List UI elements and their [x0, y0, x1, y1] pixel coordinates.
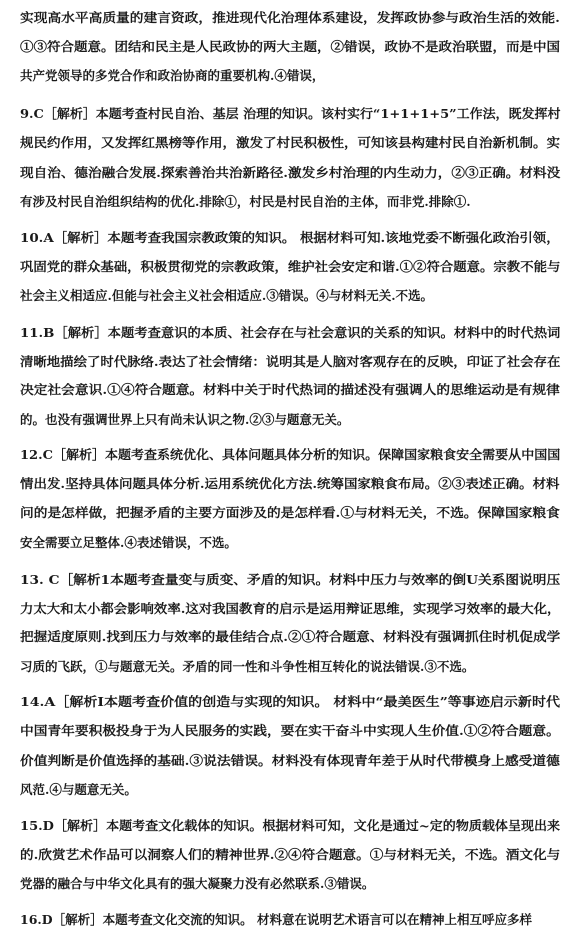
text-line: 共产党领导的多党合作和政治协商的重要机构.④错误，: [20, 68, 325, 83]
text-line: 风范.④与题意无关。: [20, 782, 137, 797]
text-line: 有涉及村民自治组织结构的优化.排除①，村民是村民自治的主体，而非党.排除①.: [20, 194, 471, 209]
text-line: 15.D［解析］本题考查文化载体的知识。根据材料可知，文化是通过~定的物质载体呈现出来: [20, 818, 561, 833]
text-line: 社会主义相适应.但能与社会主义社会相适应.③错误。④与材料无关.不选。: [20, 288, 434, 303]
text-line: 问的是怎样做，把握矛盾的主要方面涉及的是怎样看.①与材料无关，不选。保障国家粮食: [20, 505, 560, 520]
text-line: 13. C［解析1本题考查量变与质变、矛盾的知识。材料中压力与效率的倒U关系图说明压: [20, 572, 561, 587]
text-line: 力太大和太小都会影响效率.这对我国教育的启示是运用辩证思维，实现学习效率的最大化，: [20, 601, 561, 616]
text-line: 规民约作用，又发挥红黑榜等作用，激发了村民积极性，可知该县构建村民自治新机制。实: [20, 135, 561, 150]
text-line: 价值判断是价值选择的基础.③说法错误。材料没有体现青年差于从时代带模身上感受道德: [20, 753, 560, 768]
text-line: 14.A［解析Ⅰ本题考查价值的创造与实现的知识。 材料中“最美医生”等事迹启示新时代: [20, 694, 561, 709]
text-line: 现自治、德治融合发展.探索善治共治新路径.激发乡村治理的内生动力，②③正确。材料没: [20, 165, 561, 180]
text-line: 习质的飞跃，①与题意无关。矛盾的同一性和斗争性相互转化的说法错误.③不选。: [20, 659, 475, 674]
text-line: 巩固党的群众基础，积极贯彻党的宗教政策，维护社会安定和谐.①②符合题意。宗教不能与: [20, 259, 561, 274]
text-line: 16.D［解析］本题考查文化交流的知识。 材料意在说明艺术语言可以在精神上相互呼应多样: [20, 912, 532, 927]
text-line: 10.A［解析］本题考查我国宗教政策的知识。 根据材料可知.该地党委不断强化政治引领，: [20, 230, 560, 245]
text-line: 决定社会意识.①④符合题意。材料中关于时代热词的描述没有强调人的思维运动是有规律: [20, 382, 560, 397]
text-line: ①③符合题意。团结和民主是人民政协的两大主题，②错误，政协不是政治联盟，而是中国: [20, 39, 561, 54]
text-line: 安全需要立足整体.④表述错误，不选。: [20, 535, 237, 550]
text-line: 的.欣赏艺术作品可以洞察人们的精神世界.②④符合题意。①与材料无关，不选。酒文化与: [20, 847, 561, 862]
text-line: 实现高水平高质量的建言资政，推进现代化治理体系建设，发挥政协参与政治生活的效能.: [20, 10, 560, 25]
text-line: 的。也没有强调世界上只有尚未认识之物.②③与题意无关。: [20, 412, 350, 427]
text-line: 清晰地描绘了时代脉络.表达了社会情绪：说明其是人脑对客观存在的反映，印证了社会存在: [20, 354, 561, 369]
text-line: 12.C［解析］本题考查系统优化、具体问题具体分析的知识。保障国家粮食安全需要从中国国: [20, 447, 561, 462]
text-line: 中国青年要积极投身于为人民服务的实践，要在实干奋斗中实现人生价值.①②符合题意。: [20, 723, 560, 738]
text-line: 情出发.坚持具体问题具体分析.运用系统优化方法.统筹国家粮食布局。②③表述正确。材料: [20, 476, 560, 491]
text-line: 党器的融合与中华文化具有的强大凝聚力没有必然联系.③错误。: [20, 876, 375, 891]
text-line: 11.B［解析］本题考查意识的本质、社会存在与社会意识的关系的知识。材料中的时代热词: [20, 325, 561, 340]
text-line: 把握适度原则.找到压力与效率的最佳结合点.②①符合题意、材料没有强调抓住时机促成学: [20, 629, 561, 644]
text-line: 9.C［解析］本题考查村民自治、基层 治理的知识。该村实行“1+1+1+5”工作法，既发挥村: [20, 106, 561, 121]
